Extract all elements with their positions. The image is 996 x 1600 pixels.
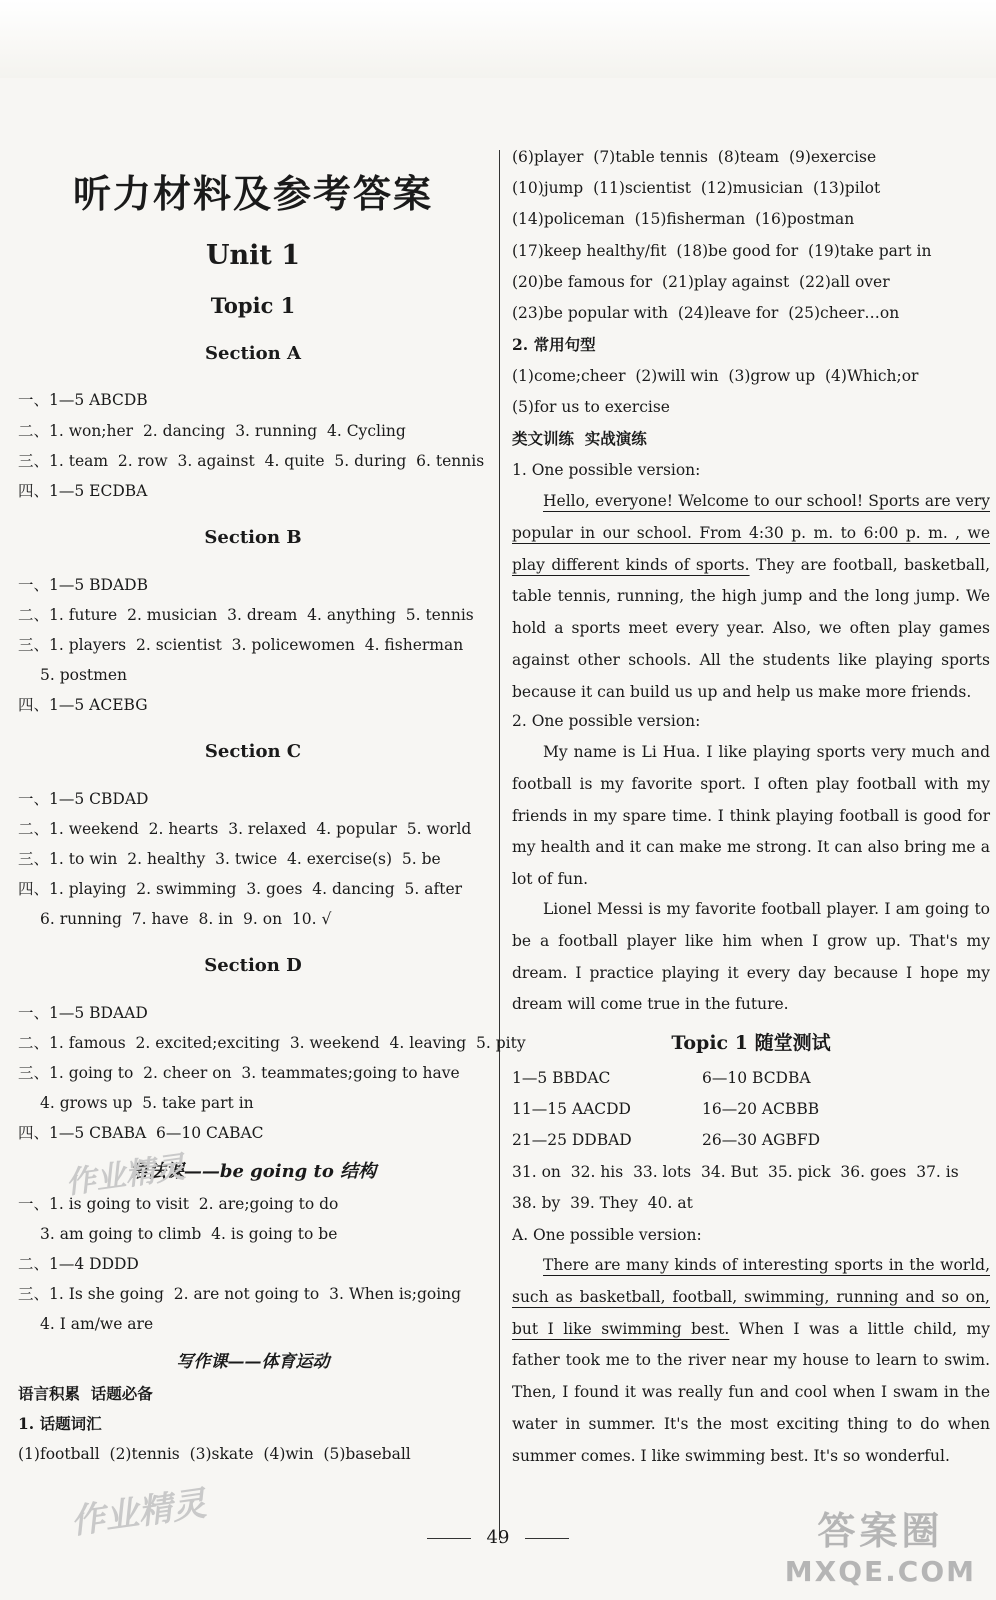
answer-line: 三、1. going to 2. cheer on 3. teammates;going to have [18, 1064, 460, 1082]
answer-line: 二、1. famous 2. excited;exciting 3. weekend 4. leaving 5. pity [18, 1034, 526, 1052]
answer-line: 四、1—5 CBABA 6—10 CABAC [18, 1124, 264, 1142]
test-answer: 16—20 ACBBB [702, 1100, 820, 1118]
vocab-line: (10)jump (11)scientist (12)musician (13)pilot [512, 179, 881, 197]
answer-line: 一、1—5 CBDAD [18, 790, 149, 808]
section-a-heading: Section A [205, 343, 301, 364]
right-column [512, 0, 990, 1600]
answer-line: 三、1. team 2. row 3. against 4. quite 5. during 6. tennis [18, 452, 485, 470]
practice-heading: 类文训练 实战演练 [512, 429, 647, 448]
answer-line: 三、1. players 2. scientist 3. policewomen 4. fisherman [18, 636, 464, 654]
version-label: 2. One possible version: [512, 712, 701, 730]
vocab-line: (23)be popular with (24)leave for (25)cheer…on [512, 304, 900, 322]
answer-line: 二、1. weekend 2. hearts 3. relaxed 4. popular 5. world [18, 820, 472, 838]
answer-line: 4. grows up 5. take part in [40, 1094, 254, 1112]
answer-line: 4. I am/we are [40, 1315, 154, 1333]
essay-a-underlined: There are many kinds of interesting sports in the world, such as basketball, football, swimming, running and so on, but I like swimming best. [512, 1256, 990, 1338]
writing-subheading: 1. 话题词汇 [18, 1414, 102, 1433]
writing-subheading: 语言积累 话题必备 [18, 1384, 153, 1403]
essay-1 [512, 486, 990, 709]
test-answer-line: 31. on 32. his 33. lots 34. But 35. pick 36. goes 37. is [512, 1163, 959, 1181]
patterns-heading: 2. 常用句型 [512, 335, 596, 354]
vocab-line: (20)be famous for (21)play against (22)all over [512, 273, 890, 291]
topic-heading: Topic 1 [210, 293, 296, 318]
watermark-url: MXQE.COM [784, 1555, 976, 1588]
answer-line: 3. am going to climb 4. is going to be [40, 1225, 338, 1243]
answer-line: 一、1—5 BDADB [18, 576, 148, 594]
answer-line: 三、1. Is she going 2. are not going to 3. When is;going [18, 1285, 462, 1303]
test-answer: 6—10 BCDBA [702, 1069, 811, 1087]
pattern-line: (1)come;cheer (2)will win (3)grow up (4)Which;or [512, 367, 919, 385]
answer-line: 5. postmen [40, 666, 128, 684]
section-c-heading: Section C [204, 741, 302, 762]
grammar-heading: 语法课——be going to 结构 [129, 1161, 377, 1182]
page-number: 49 [0, 1527, 996, 1548]
answer-line: 一、1—5 ABCDB [18, 391, 148, 409]
answer-line: 一、1—5 BDAAD [18, 1004, 148, 1022]
essay-1-rest: They are football, basketball, table tennis, running, the high jump and the long jump. We hold a sports meet every year. Also, we often play games against other schools. All the students like playing sports because it can build us up and help us make more friends. [512, 555, 990, 701]
answer-line: 四、1. playing 2. swimming 3. goes 4. dancing 5. after [18, 880, 463, 898]
essay-2-paragraph-2: Lionel Messi is my favorite football player. I am going to be a football player like him when I grow up. That's my dream. I practice playing it every day because I hope my dream will come true in the future. [512, 900, 990, 1014]
section-d-heading: Section D [204, 955, 302, 976]
version-label: A. One possible version: [512, 1226, 702, 1244]
watermark-logo [785, 1500, 976, 1588]
test-answer: 1—5 BBDAC [512, 1069, 611, 1087]
version-label: 1. One possible version: [512, 461, 701, 479]
answer-line: 二、1. future 2. musician 3. dream 4. anything 5. tennis [18, 606, 474, 624]
answer-line: 二、1. won;her 2. dancing 3. running 4. Cycling [18, 422, 406, 440]
essay-1-underlined: Hello, everyone! Welcome to our school! Sports are very popular in our school. From 4:30 p. m. to 6:00 p. m. , we play different kinds of sports. [512, 492, 990, 574]
answer-line: 四、1—5 ECDBA [18, 482, 148, 500]
test-answer: 26—30 AGBFD [702, 1131, 821, 1149]
essay-a [512, 1250, 990, 1473]
test-answer-line: 38. by 39. They 40. at [512, 1194, 693, 1212]
vocab-line: (1)football (2)tennis (3)skate (4)win (5)baseball [18, 1445, 411, 1463]
answer-line: 四、1—5 ACEBG [18, 696, 148, 714]
vocab-line: (6)player (7)table tennis (8)team (9)exercise [512, 148, 877, 166]
watermark-logo-text: 答案圈 [817, 1509, 944, 1553]
watermark: 作业精灵 [68, 1483, 209, 1543]
section-b-heading: Section B [204, 527, 302, 548]
column-divider [499, 150, 500, 1540]
test-answer: 21—25 DDBAD [512, 1131, 632, 1149]
unit-heading: Unit 1 [205, 240, 301, 271]
pattern-line: (5)for us to exercise [512, 398, 670, 416]
vocab-line: (17)keep healthy/fit (18)be good for (19)take part in [512, 242, 932, 260]
page-title: 听力材料及参考答案 [72, 171, 433, 216]
answer-line: 一、1. is going to visit 2. are;going to do [18, 1195, 339, 1213]
watermark: 作业精灵 [63, 1149, 188, 1202]
test-answer: 11—15 AACDD [512, 1100, 631, 1118]
vocab-line: (14)policeman (15)fisherman (16)postman [512, 210, 855, 228]
answer-line: 三、1. to win 2. healthy 3. twice 4. exercise(s) 5. be [18, 850, 441, 868]
answer-line: 6. running 7. have 8. in 9. on 10. √ [40, 910, 332, 928]
answer-line: 二、1—4 DDDD [18, 1255, 139, 1273]
essay-a-rest: When I was a little child, my father took me to the river near my house to learn to swim. Then, I found it was really fun and cool when I swam in the water in summer. It's the most exciting thing to do when summer comes. I like swimming best. It's so wonderful. [512, 1319, 990, 1465]
essay-2-paragraph-1: My name is Li Hua. I like playing sports very much and football is my favorite sport. I often play football with my friends in my spare time. I think playing football is good for my health and it can make me strong. It can also bring me a lot of fun. [512, 743, 990, 889]
test-heading: Topic 1 随堂测试 [671, 1032, 831, 1054]
writing-heading: 写作课——体育运动 [176, 1352, 330, 1372]
